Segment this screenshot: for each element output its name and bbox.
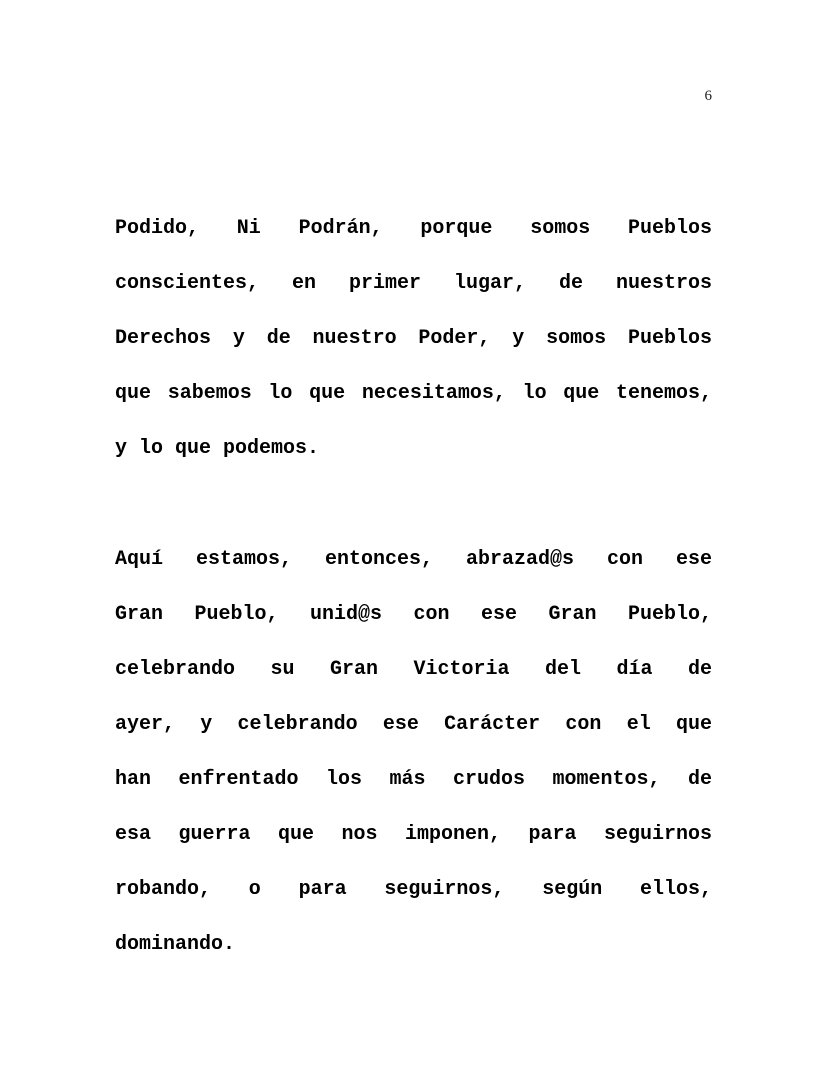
text-line: dominando. xyxy=(115,933,236,956)
text-line: y lo que podemos. xyxy=(115,437,320,460)
text-line: celebrando su Gran Victoria del día de xyxy=(115,658,712,681)
text-line: conscientes, en primer lugar, de nuestros xyxy=(115,272,712,295)
text-line: esa guerra que nos imponen, para seguirnos xyxy=(115,823,712,846)
paragraph-2 xyxy=(115,532,712,972)
text-line: Derechos y de nuestro Poder, y somos Pueblos xyxy=(115,327,712,350)
text-line: Aquí estamos, entonces, abrazad@s con ese xyxy=(115,548,712,571)
text-line: Gran Pueblo, unid@s con ese Gran Pueblo, xyxy=(115,603,712,626)
text-line: robando, o para seguirnos, según ellos, xyxy=(115,878,712,901)
paragraph-1 xyxy=(115,201,712,476)
page-number: 6 xyxy=(704,88,712,104)
text-line: ayer, y celebrando ese Carácter con el que xyxy=(115,713,712,736)
text-line: Podido, Ni Podrán, porque somos Pueblos xyxy=(115,217,712,240)
text-line: que sabemos lo que necesitamos, lo que tenemos, xyxy=(115,382,712,405)
text-line: han enfrentado los más crudos momentos, de xyxy=(115,768,712,791)
